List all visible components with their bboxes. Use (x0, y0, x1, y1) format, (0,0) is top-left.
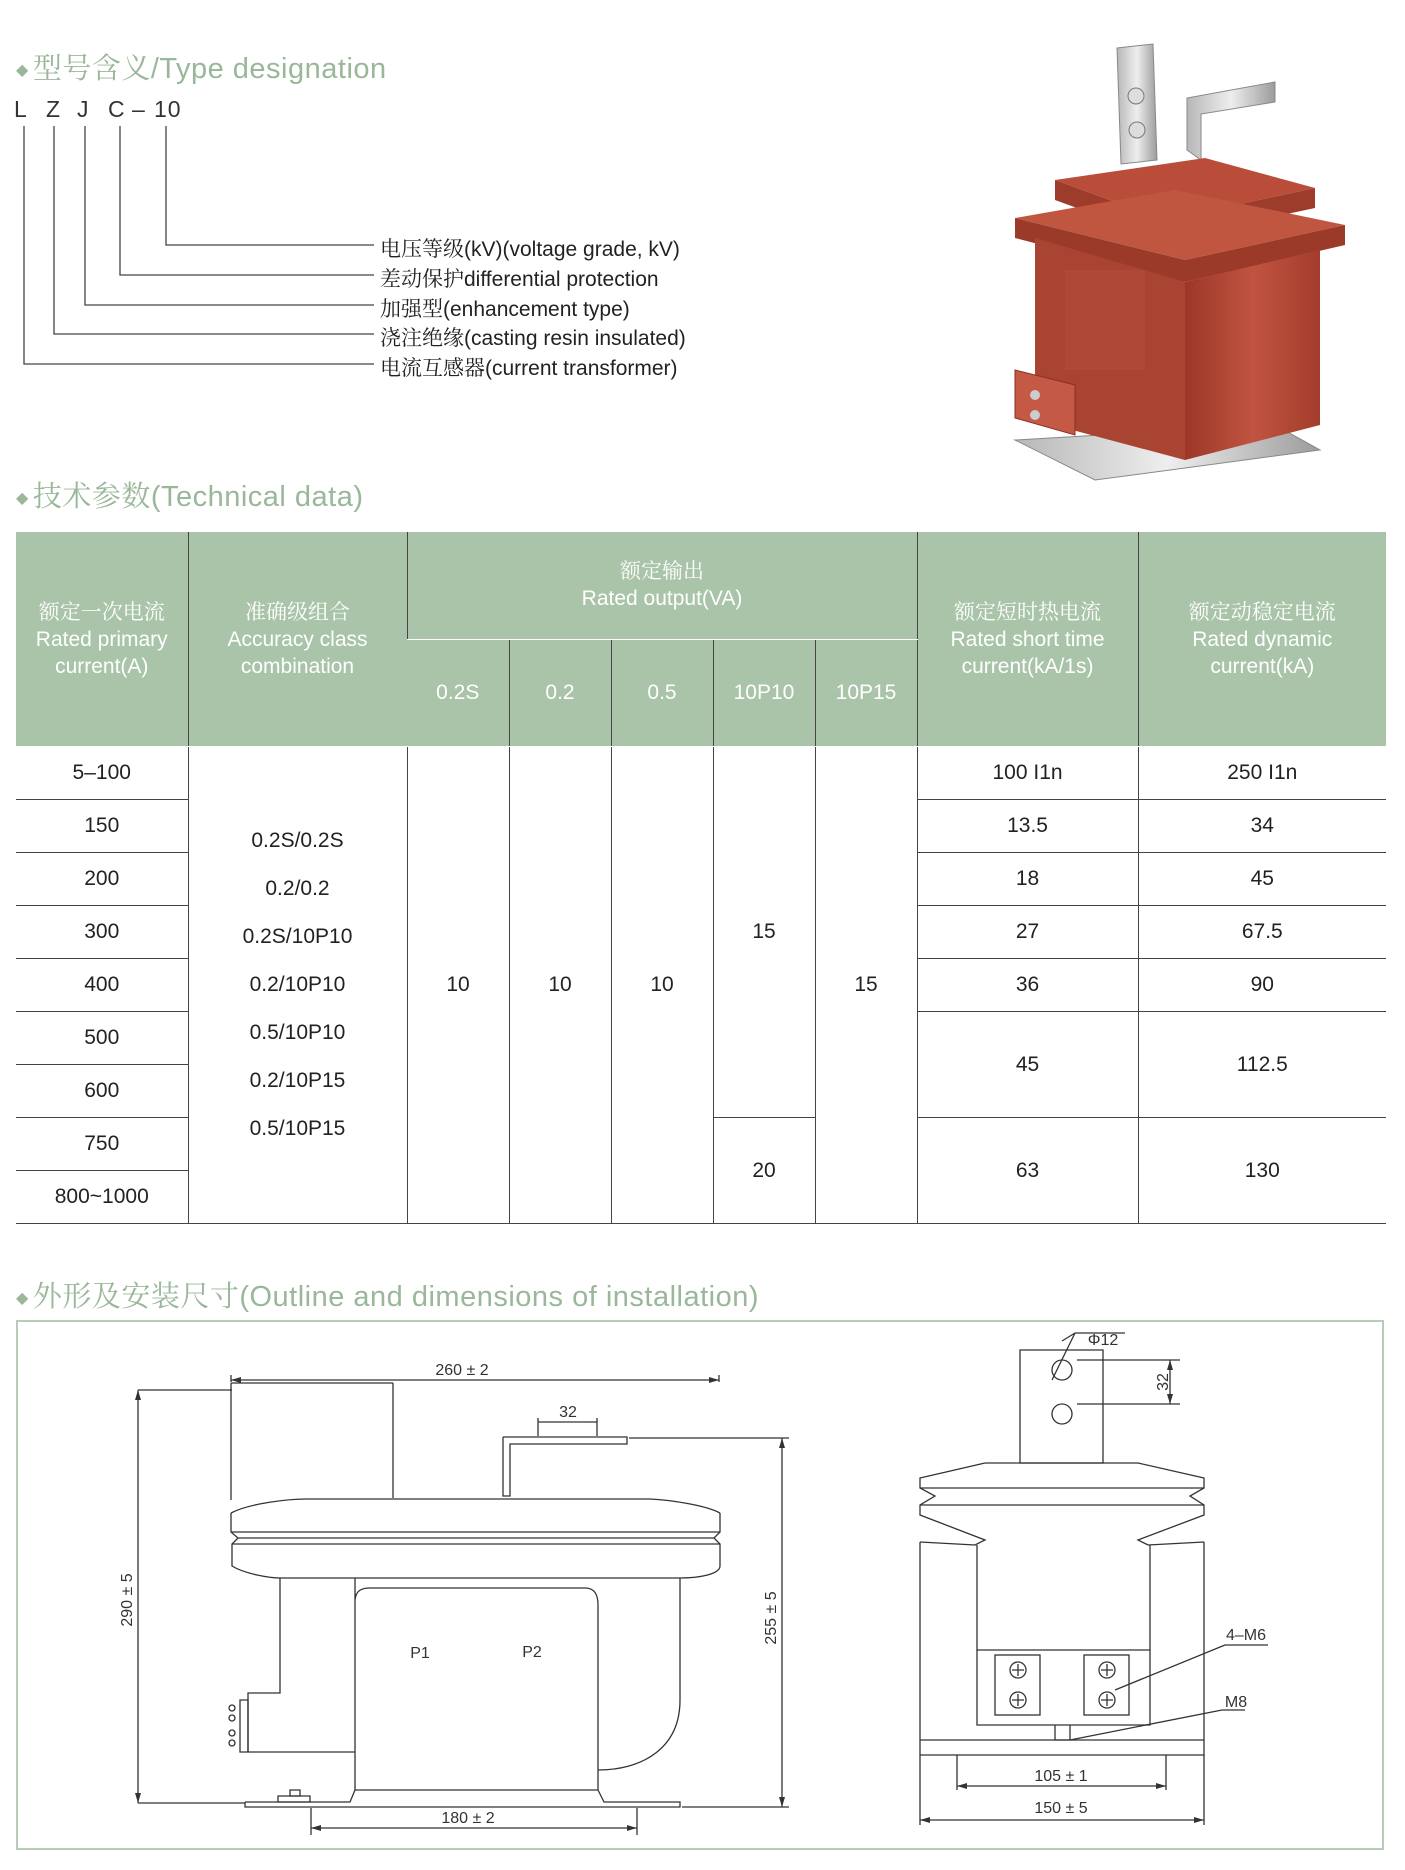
primary-current-cell: 800~1000 (16, 1171, 188, 1224)
dim-290-label: 290 ± 5 (119, 1573, 136, 1627)
short-time-cell: 13.5 (917, 800, 1138, 853)
dynamic-cell: 112.5 (1138, 1012, 1386, 1118)
dynamic-cell: 67.5 (1138, 906, 1386, 959)
primary-current-cell: 200 (16, 853, 188, 906)
header-primary-en-2: current(A) (55, 654, 149, 678)
code-letter-j: J (77, 96, 90, 122)
dim-260-label: 260 ± 2 (435, 1362, 489, 1379)
primary-current-cell: 500 (16, 1012, 188, 1065)
header-output-02: 0.2 (509, 639, 611, 746)
dim-255-label: 255 ± 5 (763, 1591, 780, 1645)
type-designation-title: 型号含义/Type designation (32, 53, 387, 85)
header-output-10p10: 10P10 (713, 639, 815, 746)
technical-data-title: 技术参数(Technical data) (32, 481, 364, 513)
code-letter-z: Z (46, 96, 62, 122)
header-accuracy-cn: 准确级组合 (245, 600, 350, 624)
accuracy-combo: 0.2/10P15 (249, 1069, 346, 1092)
code-dash: – (132, 96, 146, 122)
header-short-en-2: current(kA/1s) (961, 654, 1094, 678)
short-time-cell: 18 (917, 853, 1138, 906)
dynamic-cell: 34 (1138, 800, 1386, 853)
output-10p10-cell-a: 15 (713, 747, 815, 1118)
meaning-current-transformer: 电流互感器(current transformer) (380, 357, 678, 380)
accuracy-combo: 0.2/0.2 (265, 877, 330, 900)
p2-label: P2 (522, 1644, 542, 1661)
short-time-cell: 36 (917, 959, 1138, 1012)
m8-label: M8 (1224, 1694, 1248, 1711)
meaning-casting-resin: 浇注绝缘(casting resin insulated) (380, 327, 686, 350)
diamond-bullet-icon: ◆ (16, 490, 29, 508)
output-05-cell: 10 (611, 747, 713, 1224)
short-time-cell: 100 I1n (917, 747, 1138, 800)
m6-label: 4–M6 (1225, 1627, 1267, 1644)
header-output-en: Rated output(VA) (581, 587, 743, 611)
diamond-bullet-icon: ◆ (16, 62, 29, 80)
header-accuracy-en-2: combination (240, 654, 355, 678)
output-02s-cell: 10 (407, 747, 509, 1224)
code-voltage: 10 (154, 96, 182, 122)
short-time-cell: 63 (917, 1118, 1138, 1224)
meaning-enhancement-type: 加强型(enhancement type) (380, 298, 630, 321)
header-output-02s: 0.2S (407, 639, 509, 746)
dim-105-label: 105 ± 1 (1034, 1768, 1088, 1785)
dynamic-cell: 130 (1138, 1118, 1386, 1224)
accuracy-combo: 0.2S/10P10 (242, 925, 353, 948)
dim-150-label: 150 ± 5 (1034, 1800, 1088, 1817)
header-primary-cn: 额定一次电流 (38, 600, 165, 624)
meaning-voltage-grade: 电压等级(kV)(voltage grade, kV) (380, 238, 680, 261)
header-dynamic-en-2: current(kA) (1210, 654, 1315, 678)
dim-32-label: 32 (559, 1404, 577, 1421)
code-letter-l: L (14, 96, 28, 122)
header-output-cn: 额定输出 (620, 560, 705, 584)
accuracy-combo: 0.2S/0.2S (251, 829, 344, 852)
header-short-cn: 额定短时热电流 (954, 600, 1102, 624)
side-dim-32-label: 32 (1155, 1373, 1172, 1391)
primary-current-cell: 5–100 (16, 747, 188, 800)
header-primary-en-1: Rated primary (35, 627, 168, 651)
phi12-label: Φ12 (1087, 1332, 1119, 1349)
accuracy-combo: 0.2/10P10 (249, 973, 346, 996)
accuracy-combo: 0.5/10P10 (249, 1021, 346, 1044)
meaning-differential-protection: 差动保护differential protection (380, 268, 659, 291)
output-10p15-cell: 15 (815, 747, 917, 1224)
dynamic-cell: 45 (1138, 853, 1386, 906)
primary-current-cell: 150 (16, 800, 188, 853)
diamond-bullet-icon: ◆ (16, 1290, 29, 1308)
primary-current-cell: 600 (16, 1065, 188, 1118)
dynamic-cell: 90 (1138, 959, 1386, 1012)
primary-current-cell: 750 (16, 1118, 188, 1171)
header-output-05: 0.5 (611, 639, 713, 746)
accuracy-combo: 0.5/10P15 (249, 1117, 346, 1140)
short-time-cell: 27 (917, 906, 1138, 959)
short-time-cell: 45 (917, 1012, 1138, 1118)
outline-title: 外形及安装尺寸(Outline and dimensions of installation) (32, 1281, 760, 1313)
header-output-10p15: 10P15 (815, 639, 917, 746)
code-letter-c: C (108, 96, 126, 122)
dim-180-label: 180 ± 2 (441, 1810, 495, 1827)
header-accuracy-en-1: Accuracy class (227, 627, 368, 651)
output-02-cell: 10 (509, 747, 611, 1224)
output-10p10-cell-b: 20 (713, 1118, 815, 1224)
header-short-en-1: Rated short time (950, 627, 1105, 651)
p1-label: P1 (410, 1645, 430, 1662)
primary-current-cell: 300 (16, 906, 188, 959)
dynamic-cell: 250 I1n (1138, 747, 1386, 800)
header-dynamic-en-1: Rated dynamic (1192, 627, 1333, 651)
header-dynamic-cn: 额定动稳定电流 (1188, 600, 1336, 624)
primary-current-cell: 400 (16, 959, 188, 1012)
